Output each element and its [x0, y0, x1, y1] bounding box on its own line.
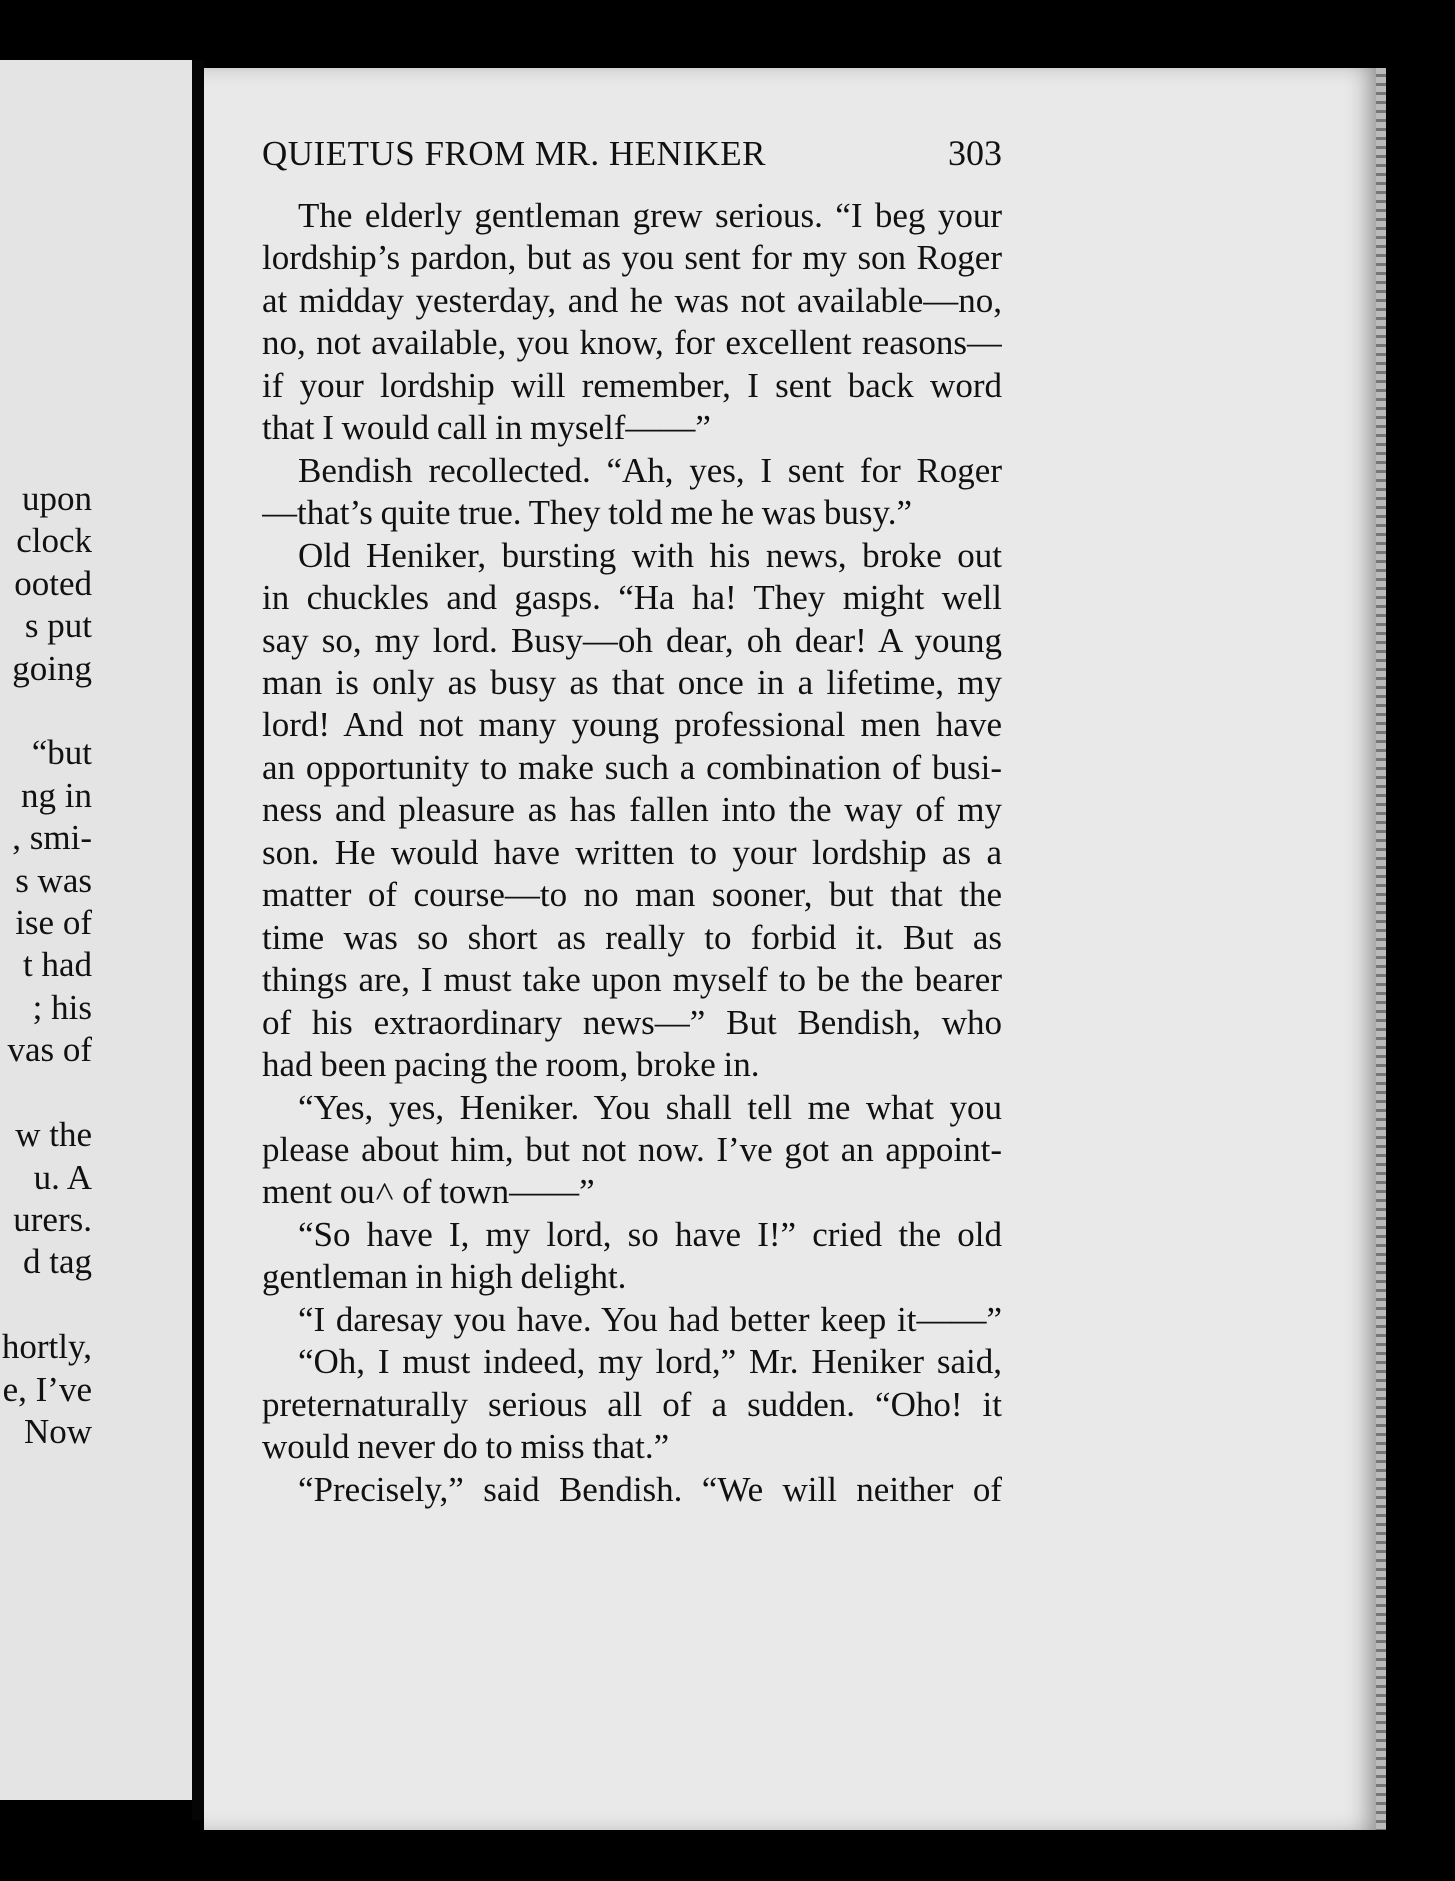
left-page-line: urers. — [13, 1199, 92, 1239]
text-line: “Oh, I must indeed, my lord,” Mr. Heniker said, — [298, 1342, 1002, 1382]
left-page-line: d tag — [22, 1242, 92, 1282]
text-line: “Yes, yes, Heniker. You shall tell me what you — [298, 1087, 1002, 1127]
text-line: would never do to miss that.” — [262, 1427, 670, 1467]
left-page-line — [0, 1284, 92, 1326]
text-line: “So have I, my lord, so have I!” cried the old — [298, 1214, 1002, 1254]
text-line: in chuckles and gasps. “Ha ha! They might well — [262, 578, 1002, 618]
text-line: at midday yesterday, and he was not available—no, — [262, 280, 1002, 320]
left-page-line: , smi- — [12, 818, 92, 858]
left-page-line: u. A — [33, 1157, 92, 1197]
running-head — [262, 132, 1002, 174]
left-page-line: Now — [23, 1411, 92, 1451]
left-page-line: e, I’ve — [2, 1369, 92, 1409]
text-line: time was so short as really to forbid it. But as — [262, 917, 1002, 957]
left-page-line: clock — [16, 521, 92, 561]
left-page-line: ooted — [14, 563, 92, 603]
text-line: preternaturally serious all of a sudden. “Oho! it — [262, 1384, 1002, 1424]
left-page-line: t had — [22, 945, 92, 985]
left-page-line: “but — [31, 733, 92, 773]
text-line: lordship’s pardon, but as you sent for my son Roger — [262, 238, 1002, 278]
text-line: —that’s quite true. They told me he was busy.” — [262, 493, 913, 533]
left-page-line — [0, 1072, 92, 1114]
text-line: “Precisely,” said Bendish. “We will neither of — [298, 1469, 1002, 1509]
text-line: ness and pleasure as has fallen into the way of my — [262, 790, 1002, 830]
text-line: if your lordship will remember, I sent back word — [262, 365, 1002, 405]
text-line: Bendish recollected. “Ah, yes, I sent for Roger — [298, 450, 1002, 490]
text-line: The elderly gentleman grew serious. “I beg your — [298, 196, 1002, 235]
text-line: son. He would have written to your lordship as a — [262, 832, 1002, 872]
left-page-line: ise of — [15, 903, 92, 943]
text-line: “I daresay you have. You had better keep it——” — [298, 1299, 1002, 1339]
text-line: man is only as busy as that once in a lifetime, my — [262, 662, 1002, 702]
left-page-text-fragments — [0, 478, 92, 1453]
text-line: that I would call in myself——” — [262, 408, 711, 448]
text-line: lord! And not many young professional men have — [262, 705, 1002, 745]
left-page-line: going — [12, 648, 92, 688]
text-line: of his extraordinary news—” But Bendish, who — [262, 1002, 1002, 1042]
text-line: ment ou˄ of town——” — [262, 1172, 595, 1212]
text-line: Old Heniker, bursting with his news, broke out — [298, 535, 1002, 575]
left-page-line: s put — [24, 606, 92, 646]
text-line: matter of course—to no man sooner, but that the — [262, 875, 1002, 915]
left-page-line: vas of — [7, 1030, 92, 1070]
page-edge — [1376, 68, 1386, 1830]
body-text — [262, 195, 1002, 1511]
text-line: please about him, but not now. I’ve got an appoint- — [262, 1129, 1002, 1169]
text-line: things are, I must take upon myself to be the bearer — [262, 960, 1002, 1000]
running-head-title: QUIETUS FROM MR. HENIKER — [262, 134, 766, 173]
left-page-line: upon — [22, 479, 92, 518]
left-page-line: ; his — [32, 987, 92, 1027]
text-line: say so, my lord. Busy—oh dear, oh dear! A young — [262, 620, 1002, 660]
left-page-line: s was — [15, 860, 92, 900]
book-gutter — [192, 60, 204, 1820]
left-page-line: hortly, — [1, 1327, 92, 1367]
left-page-line — [0, 690, 92, 732]
left-page-line: ng in — [21, 775, 92, 815]
text-line: had been pacing the room, broke in. — [262, 1045, 760, 1085]
text-line: no, not available, you know, for excellent reasons— — [262, 323, 1002, 363]
left-page-line: w the — [15, 1115, 92, 1155]
text-line: an opportunity to make such a combination of busi- — [262, 747, 1002, 787]
text-line: gentleman in high delight. — [262, 1257, 627, 1297]
page-number: 303 — [948, 133, 1002, 173]
